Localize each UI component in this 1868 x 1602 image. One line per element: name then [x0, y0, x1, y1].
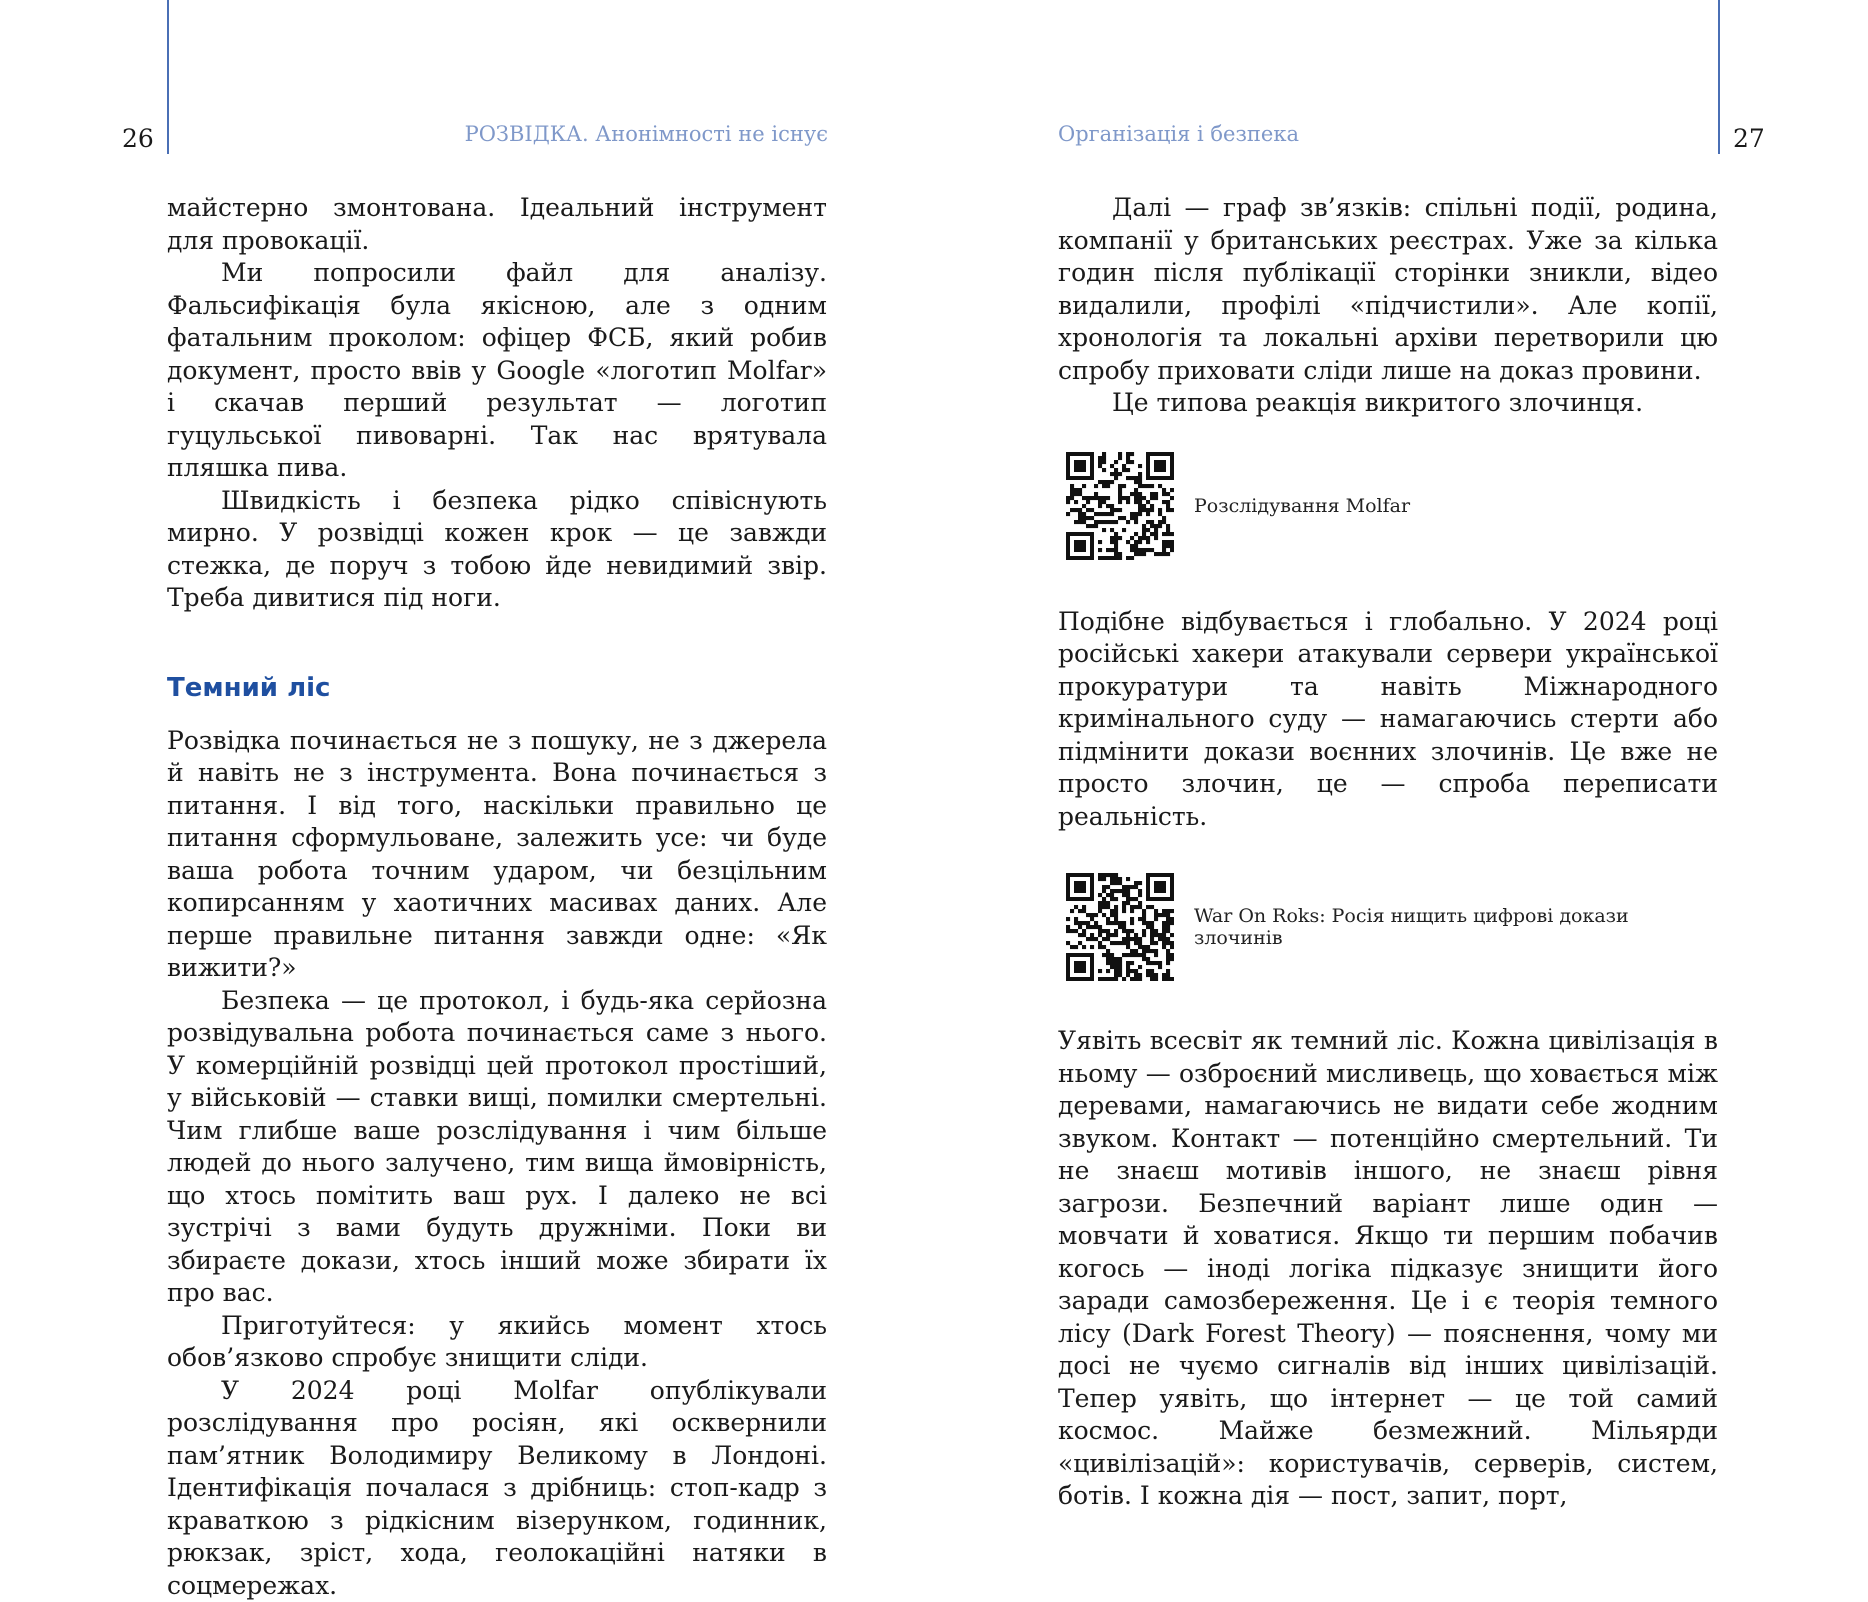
- section-heading: Темний ліс: [167, 673, 827, 703]
- right-page-number: 27: [1733, 124, 1765, 153]
- left-paragraph-3: Швидкість і безпека рідко співіснують мирно. У розвідці кожен крок — це завжди стежка, де поруч з тобою йде невидимий звір. Треба дивитися під ноги.: [167, 485, 827, 615]
- left-paragraph-2: Ми попросили файл для аналізу. Фальсифікація була якісною, але з одним фатальним проколом: офіцер ФСБ, який робив документ, просто ввів у Google «логотип Molfar» і скачав перший результат — логотип гуцульської пивоварні. Так нас врятувала пляшка пива.: [167, 257, 827, 485]
- left-paragraph-6: Приготуйтеся: у якийсь момент хтось обов’язково спробує знищити сліди.: [167, 1310, 827, 1375]
- left-paragraph-5: Безпека — це протокол, і будь-яка серйозна розвідувальна робота починається саме з нього. У комерційній розвідці цей протокол простіший, у військовій — ставки вищі, помилки смертельні. Чим глибше ваше розслідування і чим більше людей до нього залучено, тим вища ймовірність, що хтось помітить ваш рух. І далеко не всі зустрічі з вами будуть дружніми. Поки ви збираєте докази, хтось інший може збирати їх про вас.: [167, 985, 827, 1310]
- left-page-column: [167, 192, 827, 1602]
- right-running-head: Організація і безпека: [1058, 122, 1299, 146]
- left-paragraph-7: У 2024 році Molfar опублікували розслідування про росіян, які осквернили пам’ятник Володимиру Великому в Лондоні. Ідентифікація почалася з дрібниць: стоп-кадр з краваткою з рідкісним візерунком, годинник, рюкзак, зріст, хода, геолокаційні натяки в соцмережах.: [167, 1375, 827, 1602]
- qr-code-icon[interactable]: [1066, 452, 1174, 560]
- left-paragraph-1: майстерно змонтована. Ідеальний інструмент для провокації.: [167, 192, 827, 257]
- qr-code-icon[interactable]: [1066, 873, 1174, 981]
- right-paragraph-1: Далі — граф зв’язків: спільні події, родина, компанії у британських реєстрах. Уже за кілька годин після публікації сторінки зникли, відео видалили, профілі «підчистили». Але копії, хронологія та локальні архіви перетворили цю спробу приховати сліди лише на доказ провини.: [1058, 192, 1718, 387]
- right-paragraph-3: Подібне відбувається і глобально. У 2024 році російські хакери атакували сервери української прокуратури та навіть Міжнародного кримінального суду — намагаючись стерти або підмінити докази воєнних злочинів. Це вже не просто злочин, це — спроба переписати реальність.: [1058, 606, 1718, 834]
- right-paragraph-2: Це типова реакція викритого злочинця.: [1058, 387, 1718, 420]
- left-paragraph-4: Розвідка починається не з пошуку, не з джерела й навіть не з інструмента. Вона починається з питання. І від того, наскільки правильно це питання сформульоване, залежить усе: чи буде ваша робота точним ударом, чи безцільним копирсанням у хаотичних масивах даних. Але перше правильне питання завжди одне: «Як вижити?»: [167, 725, 827, 985]
- qr-caption-1: Розслідування Molfar: [1194, 495, 1410, 517]
- qr-block-1[interactable]: [1066, 452, 1718, 560]
- left-page-number: 26: [122, 124, 154, 153]
- qr-caption-2: War On Roks: Росія нищить цифрові докази злочинів: [1194, 905, 1718, 949]
- right-page-column: [1058, 192, 1718, 1513]
- qr-block-2[interactable]: [1066, 873, 1718, 981]
- left-margin-rule: [167, 0, 169, 154]
- right-margin-rule: [1718, 0, 1720, 154]
- left-running-head: РОЗВІДКА. Анонімності не існує: [465, 122, 828, 146]
- right-paragraph-4: Уявіть всесвіт як темний ліс. Кожна цивілізація в ньому — озброєний мисливець, що ховається між деревами, намагаючись не видати себе жодним звуком. Контакт — потенційно смертельний. Ти не знаєш мотивів іншого, не знаєш рівня загрози. Безпечний варіант лише один — мовчати й ховатися. Якщо ти першим побачив когось — іноді логіка підказує знищити його заради самозбереження. Це і є теорія темного лісу (Dark Forest Theory) — пояснення, чому ми досі не чуємо сигналів від інших цивілізацій. Тепер уявіть, що інтернет — це той самий космос. Майже безмежний. Мільярди «цивілізацій»: користувачів, серверів, систем, ботів. І кожна дія — пост, запит, порт,: [1058, 1025, 1718, 1513]
